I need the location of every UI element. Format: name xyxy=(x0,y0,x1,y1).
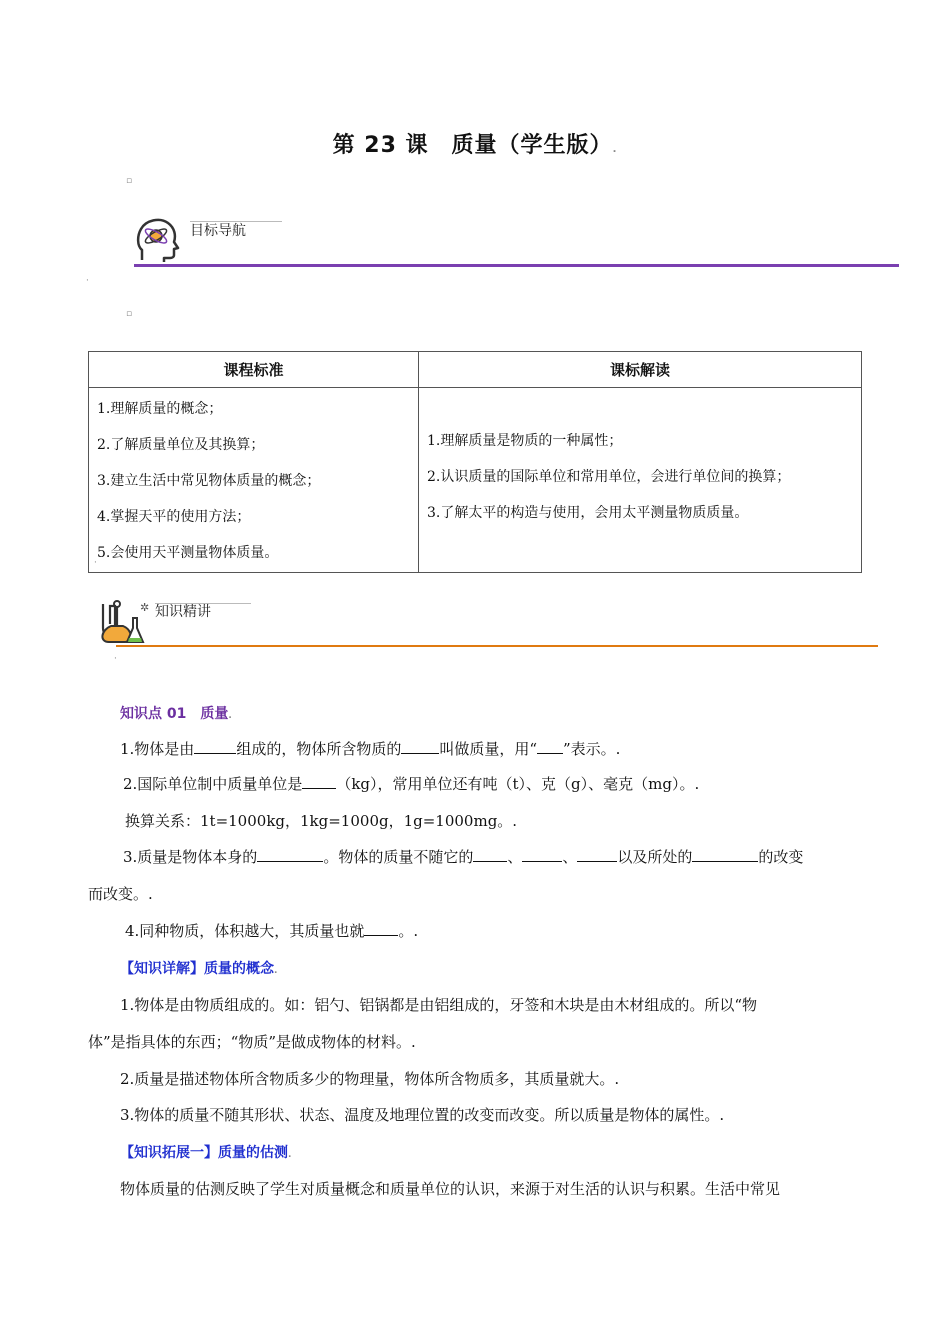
table-header: 课程标准 xyxy=(89,352,419,388)
section-divider-purple xyxy=(134,264,899,267)
paragraph-mark: · xyxy=(94,558,97,568)
sparkle-icon: ✲ xyxy=(140,601,150,614)
kp-line-4: 3.质量是物体本身的 。物体的质量不随它的 、 、 以及所处的 的改变 xyxy=(123,848,804,866)
table-header-row xyxy=(89,352,862,388)
extension-paragraph-1: 物体质量的估测反映了学生对质量概念和质量单位的认识，来源于对生活的认识与积累。生活中常见 xyxy=(120,1180,781,1198)
page-title: 第 23 课 质量（学生版）. xyxy=(332,133,618,158)
detail-paragraph-2: 2.质量是描述物体所含物质多少的物理量，物体所含物质多，其质量就大。. xyxy=(120,1070,620,1088)
list-item: 3.建立生活中常见物体质量的概念； xyxy=(97,473,321,489)
list-item: 4.掌握天平的使用方法； xyxy=(97,509,251,525)
knowledge-point-title: 知识点 01 质量. xyxy=(120,706,232,722)
list-item: 1.理解质量的概念； xyxy=(97,401,223,417)
kp-line-4-cont: 而改变。. xyxy=(88,885,153,903)
kp-line-3: 换算关系：1t=1000kg，1kg=1000g，1g=1000mg。. xyxy=(125,812,518,830)
kp-line-5: 4.同种物质，体积越大，其质量也就 。. xyxy=(125,922,419,940)
list-item: 2.认识质量的国际单位和常用单位，会进行单位间的换算； xyxy=(427,469,791,485)
fill-blank[interactable] xyxy=(473,847,507,862)
paragraph-mark: ▫ xyxy=(126,176,133,186)
table-cell-standards xyxy=(89,388,419,573)
list-item: 1.理解质量是物质的一种属性； xyxy=(427,433,623,449)
lab-flask-icon xyxy=(97,598,145,644)
fill-blank[interactable] xyxy=(577,847,617,862)
fill-blank[interactable] xyxy=(257,847,323,862)
list-item: 5.会使用天平测量物体质量。 xyxy=(97,545,279,561)
fill-blank[interactable] xyxy=(194,739,236,754)
detail-paragraph-1b: 体”是指具体的东西；“物质”是做成物体的材料。. xyxy=(88,1033,416,1051)
paragraph-mark: · xyxy=(86,276,89,286)
fill-blank[interactable] xyxy=(692,847,758,862)
fill-blank[interactable] xyxy=(364,921,398,936)
extension-title: 【知识拓展一】质量的估测. xyxy=(120,1145,292,1161)
brain-head-icon xyxy=(134,214,184,264)
fill-blank[interactable] xyxy=(537,739,563,754)
detail-title: 【知识详解】质量的概念. xyxy=(120,961,278,977)
section-label-goal: 目标导航 xyxy=(190,223,246,239)
paragraph-mark: ▫ xyxy=(126,309,133,319)
table-row xyxy=(89,388,862,573)
paragraph-mark: · xyxy=(114,654,117,664)
detail-paragraph-3: 3.物体的质量不随其形状、状态、温度及地理位置的改变而改变。所以质量是物体的属性。. xyxy=(120,1106,725,1124)
fill-blank[interactable] xyxy=(302,774,336,789)
curriculum-table xyxy=(88,351,862,573)
section-label-knowledge: 知识精讲 xyxy=(155,604,211,620)
table-header: 课标解读 xyxy=(419,352,862,388)
table-cell-interpretation xyxy=(419,388,862,573)
detail-paragraph-1a: 1.物体是由物质组成的。如：铝勺、铝锅都是由铝组成的，牙签和木块是由木材组成的。所以“物 xyxy=(120,996,757,1014)
list-item: 3.了解太平的构造与使用，会用太平测量物质质量。 xyxy=(427,505,749,521)
kp-line-2: 2.国际单位制中质量单位是 （kg），常用单位还有吨（t）、克（g）、毫克（mg）。. xyxy=(123,775,700,793)
fill-blank[interactable] xyxy=(401,739,439,754)
fill-blank[interactable] xyxy=(522,847,562,862)
section-divider-orange xyxy=(116,645,878,647)
kp-line-1: 1.物体是由 组成的，物体所含物质的 叫做质量，用“ ”表示。. xyxy=(120,740,621,758)
list-item: 2.了解质量单位及其换算； xyxy=(97,437,265,453)
